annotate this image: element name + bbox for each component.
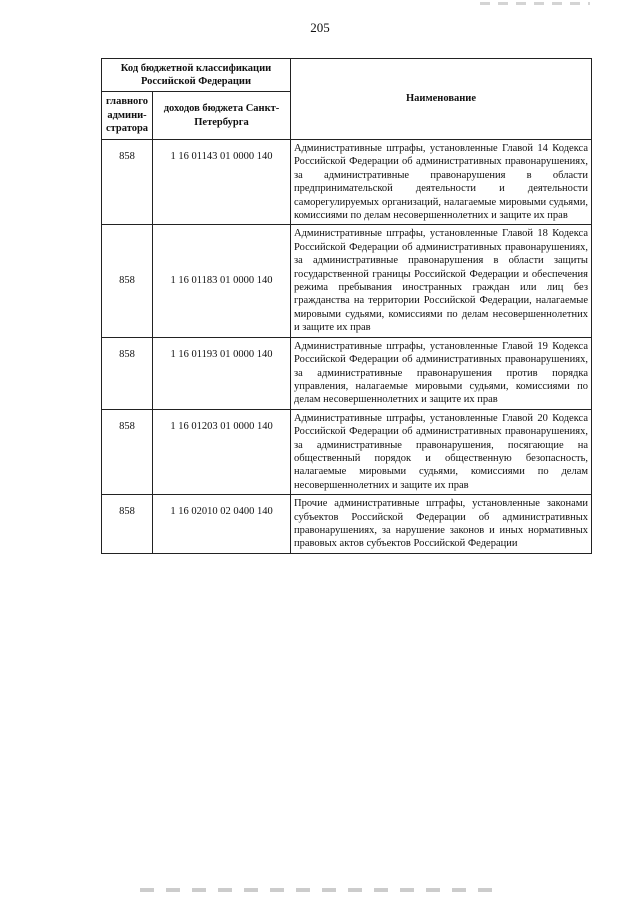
revenue-code-cell: 1 16 01193 01 0000 140 bbox=[153, 337, 291, 409]
table-row bbox=[102, 409, 592, 494]
header-group-label: Код бюджетной классификации Российской Федерации bbox=[102, 59, 291, 92]
table-row bbox=[102, 225, 592, 337]
scan-artifact-top bbox=[480, 2, 590, 5]
name-cell: Административные штрафы, установленные Главой 20 Кодекса Российской Федерации об административных правонарушениях, за административные правонарушения, посягающие на общественный порядок и общественную безопасность, налагаемые мировыми судьями, комиссиями по делам несовершеннолетних и защите их прав bbox=[291, 409, 592, 494]
name-cell: Административные штрафы, установленные Главой 19 Кодекса Российской Федерации об административных правонарушениях, за административные правонарушения против порядка управления, налагаемые мировыми судьями, комиссиями по делам несовершеннолетних и защите их прав bbox=[291, 337, 592, 409]
revenue-code-cell: 1 16 01203 01 0000 140 bbox=[153, 409, 291, 494]
name-cell: Административные штрафы, установленные Главой 18 Кодекса Российской Федерации об административных правонарушениях, за административные правонарушения в области защиты государственной границы Российской Федерации и обеспечения режима пребывания иностранных граждан или лиц без гражданства на территории Российской Федерации, налагаемые мировыми судьями, комиссиями по делам несовершеннолетних и защите их прав bbox=[291, 225, 592, 337]
name-cell: Прочие административные штрафы, установленные законами субъектов Российской Федерации об административных правонарушениях, за нарушение законов и иных нормативных правовых актов субъектов Российской Федерации bbox=[291, 495, 592, 554]
admin-code-cell: 858 bbox=[102, 409, 153, 494]
header-admin: главного админи-стратора bbox=[102, 92, 153, 140]
revenue-code-cell: 1 16 01143 01 0000 140 bbox=[153, 140, 291, 225]
table-row bbox=[102, 337, 592, 409]
budget-classification-table bbox=[101, 58, 592, 554]
header-name: Наименование bbox=[291, 59, 592, 140]
admin-code-cell: 858 bbox=[102, 225, 153, 337]
revenue-code-cell: 1 16 02010 02 0400 140 bbox=[153, 495, 291, 554]
scan-artifact-bottom bbox=[140, 888, 500, 892]
admin-code-cell: 858 bbox=[102, 140, 153, 225]
table-row bbox=[102, 140, 592, 225]
revenue-code-cell: 1 16 01183 01 0000 140 bbox=[153, 225, 291, 337]
name-cell: Административные штрафы, установленные Главой 14 Кодекса Российской Федерации об административных правонарушениях, за административные правонарушения в области предпринимательской деятельности и деятельности саморегулируемых организаций, налагаемые мировыми судьями, комиссиями по делам несовершеннолетних и защите их прав bbox=[291, 140, 592, 225]
table-row bbox=[102, 495, 592, 554]
page-number: 205 bbox=[310, 20, 330, 35]
header-code: доходов бюджета Санкт-Петербурга bbox=[153, 92, 291, 140]
admin-code-cell: 858 bbox=[102, 495, 153, 554]
admin-code-cell: 858 bbox=[102, 337, 153, 409]
